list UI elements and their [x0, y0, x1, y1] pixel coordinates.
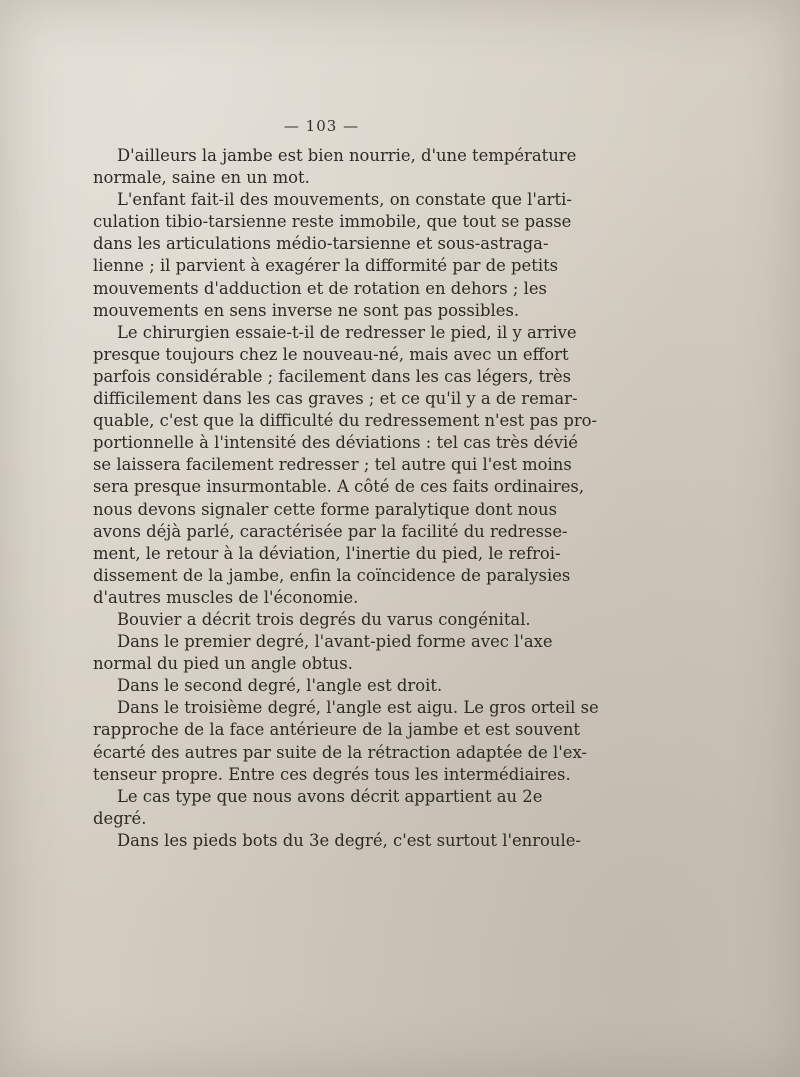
- text-line: se laissera facilement redresser ; tel autre qui l'est moins: [93, 455, 572, 475]
- text-line: Bouvier a décrit trois degrés du varus congénital.: [117, 609, 531, 629]
- paragraph: [93, 675, 543, 697]
- text-line: D'ailleurs la jambe est bien nourrie, d'une température: [117, 146, 577, 165]
- paragraph: [93, 786, 543, 830]
- text-line: normale, saine en un mot.: [93, 168, 310, 188]
- text-line: dans les articulations médio-tarsienne et sous-astraga-: [93, 234, 549, 254]
- text-line: portionnelle à l'intensité des déviations : tel cas très dévié: [93, 433, 578, 453]
- text-line: Le chirurgien essaie-t-il de redresser le pied, il y arrive: [117, 322, 577, 342]
- paragraph: [93, 697, 599, 785]
- text-line: lienne ; il parvient à exagérer la difformité par de petits: [93, 256, 559, 276]
- text-line: d'autres muscles de l'économie.: [93, 587, 359, 607]
- text-line: écarté des autres par suite de la rétraction adaptée de l'ex-: [93, 742, 587, 762]
- page-number: — 103 —: [283, 117, 360, 135]
- text-line: culation tibio-tarsienne reste immobile, que tout se passe: [93, 212, 572, 232]
- text-line: Dans le troisième degré, l'angle est aigu. Le gros orteil se: [117, 698, 599, 718]
- text-line: degré.: [93, 808, 147, 828]
- text-line: avons déjà parlé, caractérisée par la facilité du redresse-: [93, 521, 568, 541]
- text-line: presque toujours chez le nouveau-né, mais avec un effort: [93, 344, 569, 364]
- text-line: normal du pied un angle obtus.: [93, 654, 353, 674]
- paragraph: [93, 322, 598, 609]
- paragraph: [93, 145, 577, 189]
- paragraph: [93, 189, 572, 322]
- text-line: mouvements d'adduction et de rotation en dehors ; les: [93, 278, 547, 298]
- text-line: Le cas type que nous avons décrit appartient au 2e: [117, 786, 543, 806]
- text-line: quable, c'est que la difficulté du redressement n'est pas pro-: [93, 411, 598, 431]
- text-line: Dans le second degré, l'angle est droit.: [117, 676, 443, 696]
- paragraph: [93, 609, 543, 631]
- text-line: mouvements en sens inverse ne sont pas possibles.: [93, 300, 520, 320]
- text-line: parfois considérable ; facilement dans les cas légers, très: [93, 366, 572, 386]
- text-line: difficilement dans les cas graves ; et ce qu'il y a de remar-: [93, 389, 578, 409]
- text-line: tenseur propre. Entre ces degrés tous les intermédiaires.: [93, 764, 571, 784]
- paragraph: [93, 830, 581, 852]
- body-text: [93, 145, 599, 852]
- text-line: Dans les pieds bots du 3e degré, c'est surtout l'enroule-: [117, 830, 581, 850]
- text-line: rapproche de la face antérieure de la jambe et est souvent: [93, 720, 580, 740]
- text-line: ment, le retour à la déviation, l'inertie du pied, le refroi-: [93, 543, 561, 563]
- text-line: L'enfant fait-il des mouvements, on constate que l'arti-: [117, 190, 572, 210]
- text-line: dissement de la jambe, enfin la coïncidence de paralysies: [93, 565, 571, 585]
- text-line: sera presque insurmontable. A côté de ces faits ordinaires,: [93, 477, 585, 497]
- paragraph: [93, 631, 553, 675]
- text-line: nous devons signaler cette forme paralytique dont nous: [93, 499, 558, 519]
- text-line: Dans le premier degré, l'avant-pied forme avec l'axe: [117, 632, 553, 652]
